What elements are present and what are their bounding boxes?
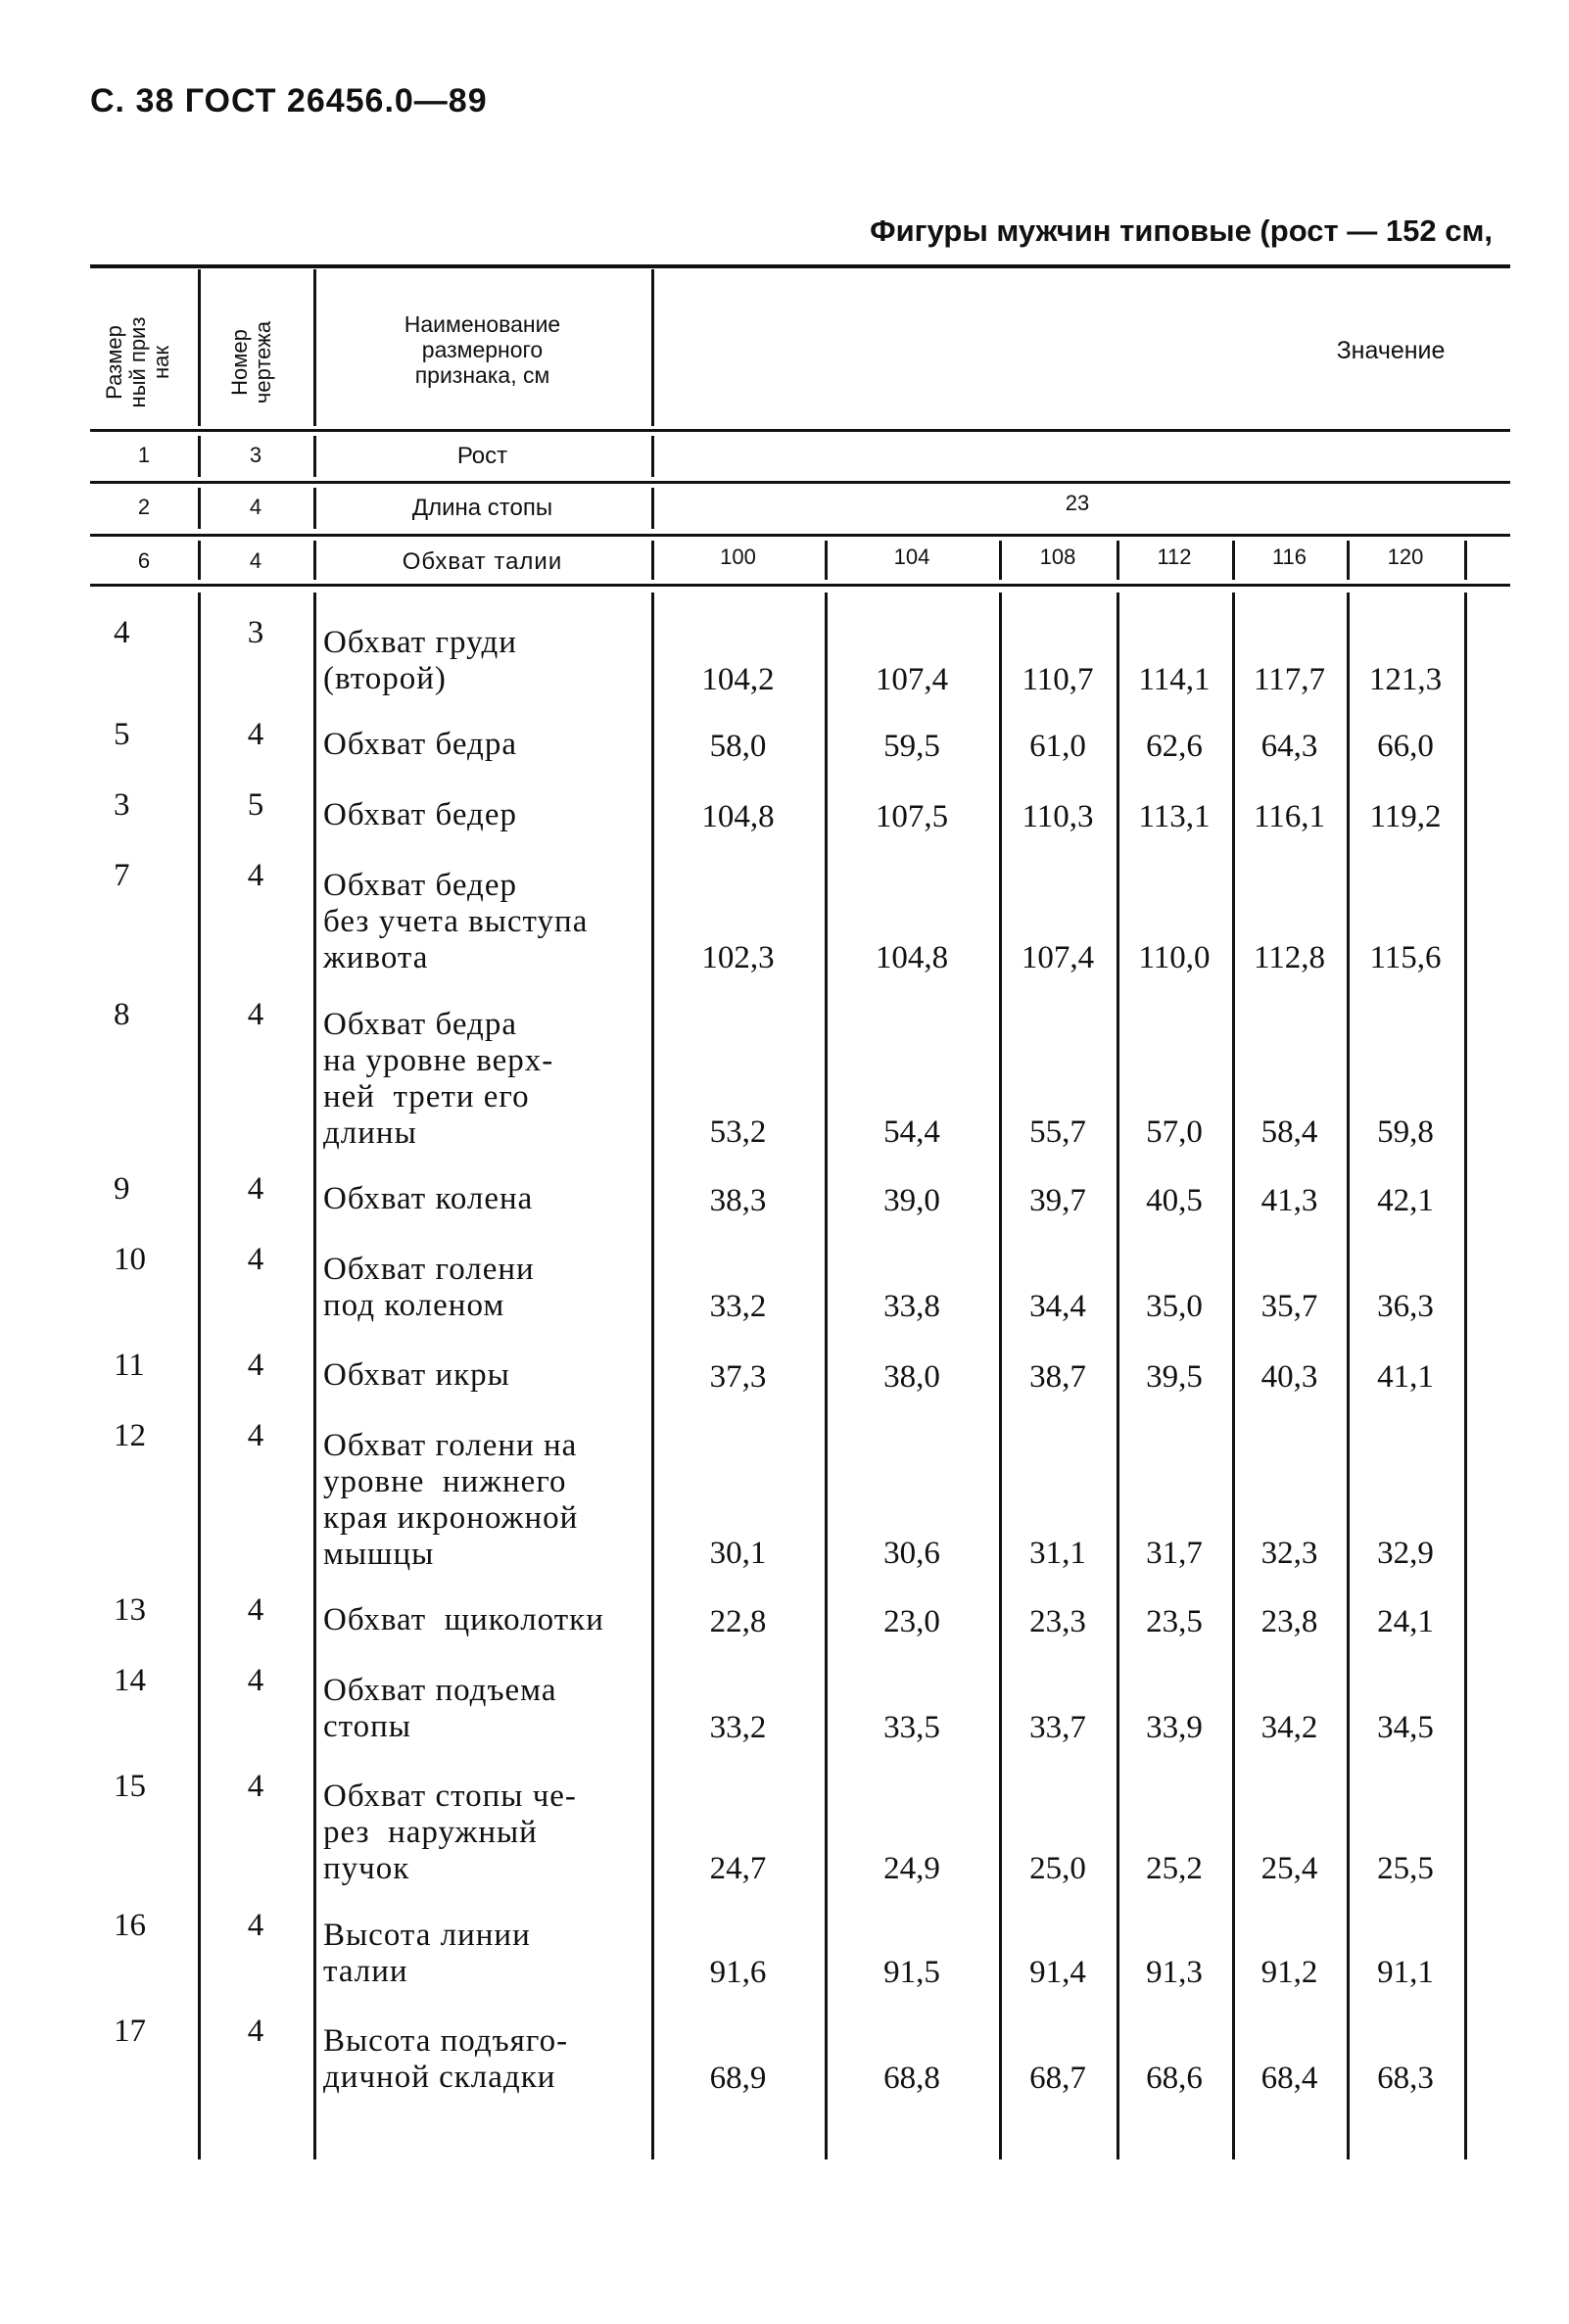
row-value: 68,7 [1029, 2061, 1086, 2096]
row-value: 31,1 [1029, 1536, 1086, 1571]
row-value: 66,0 [1377, 729, 1434, 764]
row-drawing: 4 [247, 717, 264, 752]
row-name: Обхват голени под коленом [323, 1252, 535, 1323]
row-drawing: 4 [247, 1171, 264, 1207]
header-value: Значение [1336, 337, 1446, 364]
row-drawing: 4 [247, 1242, 264, 1277]
row-value: 30,6 [883, 1536, 940, 1571]
row-value: 34,5 [1377, 1710, 1434, 1745]
row-value: 68,8 [883, 2061, 940, 2096]
row-name: Обхват бедер без учета выступа живота [323, 868, 589, 975]
row-value: 35,7 [1260, 1289, 1318, 1324]
row-name: Обхват икры [323, 1357, 510, 1393]
row-value: 31,7 [1146, 1536, 1203, 1571]
row-name: Высота линии талии [323, 1918, 531, 1989]
row-value: 40,5 [1146, 1183, 1203, 1218]
row-name: Обхват груди (второй) [323, 625, 517, 696]
waist-size-value: 112 [1157, 545, 1192, 569]
row-num: 11 [114, 1348, 145, 1383]
row-value: 59,5 [883, 729, 940, 764]
row-value: 24,9 [883, 1851, 940, 1886]
row-name: Обхват бедра [323, 727, 517, 762]
row-value: 25,2 [1146, 1851, 1203, 1886]
header-feature-name: Наименование размерного признака, см [404, 311, 561, 388]
row-value: 91,3 [1146, 1955, 1203, 1990]
row-value: 25,5 [1377, 1851, 1434, 1886]
row-value: 23,3 [1029, 1604, 1086, 1639]
row-value: 32,3 [1260, 1536, 1318, 1571]
column-divider [198, 269, 201, 426]
row-value: 25,4 [1260, 1851, 1318, 1886]
row-value: 68,6 [1146, 2061, 1203, 2096]
row-drawing: 4 [247, 997, 264, 1032]
row-value: 61,0 [1029, 729, 1086, 764]
row-drawing: 3 [247, 615, 264, 650]
waist-size-value: 108 [1039, 545, 1076, 569]
row-value: 33,7 [1029, 1710, 1086, 1745]
row-value: 91,2 [1260, 1955, 1318, 1990]
row-value: 39,0 [883, 1183, 940, 1218]
page-header: С. 38 ГОСТ 26456.0—89 [90, 82, 488, 119]
row-name: Обхват стопы че- рез наружный пучок [323, 1779, 577, 1886]
column-divider [313, 269, 316, 426]
row-value: 116,1 [1253, 799, 1326, 834]
row-value: 110,0 [1138, 940, 1211, 975]
row-value: 36,3 [1377, 1289, 1434, 1324]
row-value: 39,7 [1029, 1183, 1086, 1218]
row-value: 107,4 [875, 662, 949, 697]
row-value: 24,7 [709, 1851, 767, 1886]
row-value: 117,7 [1253, 662, 1326, 697]
row-value: 119,2 [1369, 799, 1442, 834]
waist-size-value: 116 [1271, 545, 1308, 569]
row-num: 5 [114, 717, 130, 752]
row-value: 102,3 [701, 940, 775, 975]
row-value: 23,8 [1260, 1604, 1318, 1639]
row-value: 38,7 [1029, 1359, 1086, 1395]
row-value: 110,3 [1022, 799, 1094, 834]
row-value: 41,1 [1377, 1359, 1434, 1395]
row-value: 24,1 [1377, 1604, 1434, 1639]
row-value: 38,0 [883, 1359, 940, 1395]
row-value: 114,1 [1138, 662, 1211, 697]
row-value: 25,0 [1029, 1851, 1086, 1886]
row-value: 104,8 [701, 799, 775, 834]
row-num: 14 [114, 1663, 146, 1698]
header-drawing-number: Номер чертежа [227, 320, 275, 404]
waist-name: Обхват талии [402, 548, 563, 575]
column-divider [651, 269, 654, 426]
row-name: Обхват голени на уровне нижнего края икроножной мышцы [323, 1428, 579, 1572]
row-value: 91,6 [709, 1955, 767, 1990]
row-value: 33,9 [1146, 1710, 1203, 1745]
row-value: 57,0 [1146, 1115, 1203, 1150]
row-value: 37,3 [709, 1359, 767, 1395]
row-value: 107,4 [1021, 940, 1095, 975]
row-name: Обхват бедер [323, 797, 517, 832]
table-rule [90, 481, 1510, 484]
column-divider [651, 436, 654, 477]
row-value: 32,9 [1377, 1536, 1434, 1571]
row-value: 42,1 [1377, 1183, 1434, 1218]
row-value: 112,8 [1253, 940, 1326, 975]
row-name: Обхват бедра на уровне верх- ней трети его длины [323, 1007, 554, 1151]
table-caption: Фигуры мужчин типовые (рост — 152 см, [870, 213, 1493, 248]
row-value: 39,5 [1146, 1359, 1203, 1395]
waist-drawing: 4 [249, 548, 262, 573]
row-name: Обхват щиколотки [323, 1602, 604, 1637]
row-num: 15 [114, 1769, 146, 1804]
row-drawing: 4 [247, 1418, 264, 1453]
row-value: 68,4 [1260, 2061, 1318, 2096]
row-value: 23,0 [883, 1604, 940, 1639]
row-value: 58,0 [709, 729, 767, 764]
row-num: 4 [114, 615, 130, 650]
column-divider [313, 593, 316, 2159]
param-name: Длина стопы [411, 495, 553, 521]
table-rule [90, 429, 1510, 432]
row-value: 58,4 [1260, 1115, 1318, 1150]
row-value: 115,6 [1369, 940, 1442, 975]
row-num: 3 [114, 787, 130, 823]
row-value: 38,3 [709, 1183, 767, 1218]
header-size-feature: Размер ный приз нак [102, 316, 173, 408]
row-value: 40,3 [1260, 1359, 1318, 1395]
table-rule [90, 584, 1510, 587]
row-num: 16 [114, 1908, 146, 1943]
row-value: 55,7 [1029, 1115, 1086, 1150]
row-value: 53,2 [709, 1115, 767, 1150]
row-num: 9 [114, 1171, 130, 1207]
column-divider [1464, 593, 1467, 2159]
row-value: 23,5 [1146, 1604, 1203, 1639]
row-drawing: 4 [247, 1592, 264, 1628]
param-num: 1 [137, 443, 151, 467]
row-name: Высота подъяго- дичной складки [323, 2023, 569, 2095]
row-drawing: 4 [247, 858, 264, 893]
row-value: 91,5 [883, 1955, 940, 1990]
row-value: 34,4 [1029, 1289, 1086, 1324]
param-num: 2 [137, 495, 151, 519]
row-value: 54,4 [883, 1115, 940, 1150]
row-value: 91,1 [1377, 1955, 1434, 1990]
row-value: 34,2 [1260, 1710, 1318, 1745]
row-drawing: 4 [247, 2014, 264, 2049]
row-num: 10 [114, 1242, 146, 1277]
row-num: 8 [114, 997, 130, 1032]
row-value: 33,2 [709, 1289, 767, 1324]
row-value: 113,1 [1138, 799, 1211, 834]
row-drawing: 4 [247, 1663, 264, 1698]
row-value: 33,5 [883, 1710, 940, 1745]
row-value: 104,2 [701, 662, 775, 697]
row-value: 33,8 [883, 1289, 940, 1324]
param-drawing: 3 [249, 443, 262, 467]
param-drawing: 4 [249, 495, 262, 519]
row-value: 33,2 [709, 1710, 767, 1745]
waist-num: 6 [137, 548, 151, 573]
row-value: 30,1 [709, 1536, 767, 1571]
waist-size-value: 104 [893, 545, 930, 569]
waist-size-value: 120 [1387, 545, 1424, 569]
row-num: 17 [114, 2014, 146, 2049]
param-value: 23 [1065, 491, 1090, 515]
row-value: 22,8 [709, 1604, 767, 1639]
row-value: 104,8 [875, 940, 949, 975]
row-num: 7 [114, 858, 130, 893]
row-value: 62,6 [1146, 729, 1203, 764]
param-name: Рост [456, 443, 508, 469]
row-name: Обхват колена [323, 1181, 534, 1216]
row-value: 110,7 [1022, 662, 1094, 697]
column-divider [651, 488, 654, 529]
row-drawing: 5 [247, 787, 264, 823]
waist-size-value: 100 [720, 545, 756, 569]
row-drawing: 4 [247, 1348, 264, 1383]
row-num: 12 [114, 1418, 146, 1453]
row-value: 64,3 [1260, 729, 1318, 764]
column-divider [1464, 541, 1467, 580]
row-value: 59,8 [1377, 1115, 1434, 1150]
row-value: 107,5 [875, 799, 949, 834]
row-value: 68,9 [709, 2061, 767, 2096]
row-value: 91,4 [1029, 1955, 1086, 1990]
row-value: 68,3 [1377, 2061, 1434, 2096]
row-value: 41,3 [1260, 1183, 1318, 1218]
row-value: 35,0 [1146, 1289, 1203, 1324]
table-rule [90, 264, 1510, 268]
row-drawing: 4 [247, 1908, 264, 1943]
row-value: 121,3 [1368, 662, 1443, 697]
row-num: 13 [114, 1592, 146, 1628]
row-drawing: 4 [247, 1769, 264, 1804]
row-name: Обхват подъема стопы [323, 1673, 557, 1744]
table-rule [90, 534, 1510, 537]
